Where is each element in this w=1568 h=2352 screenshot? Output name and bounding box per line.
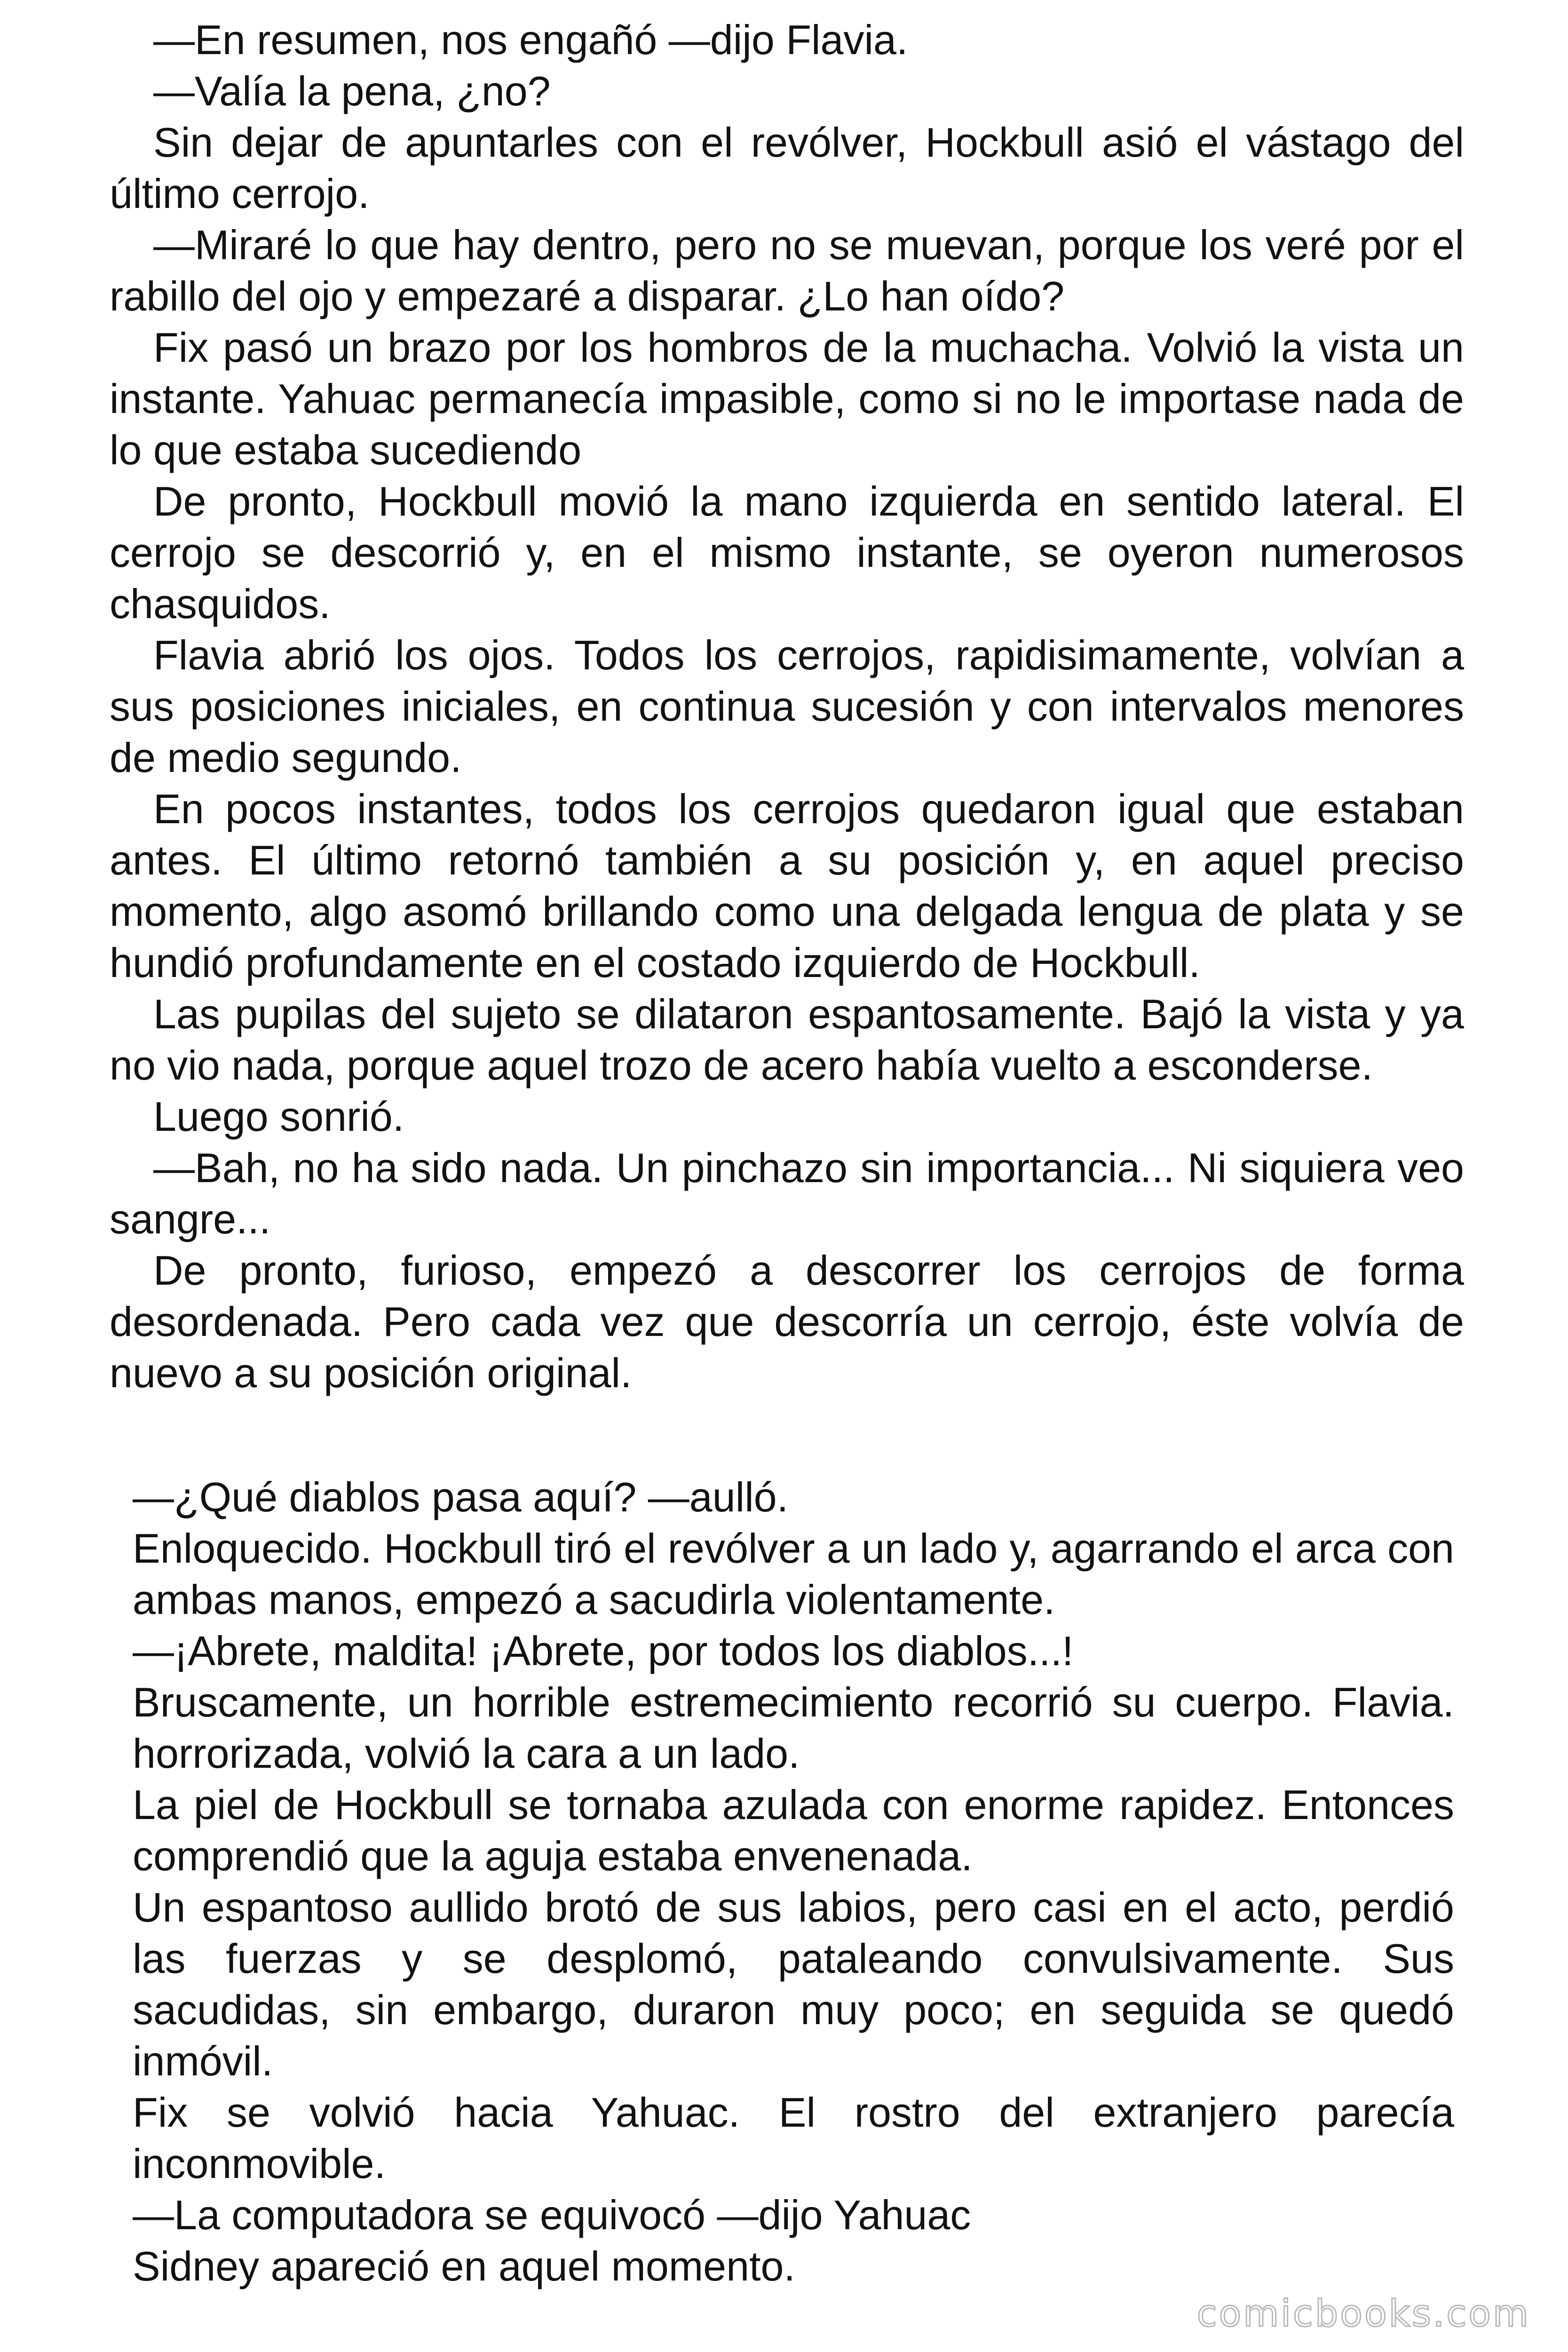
- body-text-indented: [110, 14, 1464, 1398]
- paragraph: Un espantoso aullido brotó de sus labios, pero casi en el acto, perdió las fuerzas y se desplomó, pataleando convulsivamente. Sus sacudidas, sin embargo, duraron muy poco; en seguida se quedó inmóvil.: [133, 1884, 1454, 2084]
- paragraph: Flavia abrió los ojos. Todos los cerrojos, rapidisimamente, volvían a sus posiciones iniciales, en continua sucesión y con intervalos menores de medio segundo.: [110, 632, 1464, 781]
- paragraph: Fix pasó un brazo por los hombros de la muchacha. Volvió la vista un instante. Yahuac permanecía impasible, como si no le importase nada de lo que estaba sucediendo: [110, 324, 1464, 473]
- paragraph: Luego sonrió.: [153, 1093, 404, 1140]
- paragraph: De pronto, Hockbull movió la mano izquierda en sentido lateral. El cerrojo se descorrió y, en el mismo instante, se oyeron numerosos chasquidos.: [110, 478, 1464, 627]
- paragraph: La piel de Hockbull se tornaba azulada con enorme rapidez. Entonces comprendió que la aguja estaba envenenada.: [133, 1781, 1454, 1879]
- paragraph: Enloquecido. Hockbull tiró el revólver a un lado y, agarrando el arca con ambas manos, empezó a sacudirla violentamente.: [133, 1525, 1454, 1623]
- paragraph: —¿Qué diablos pasa aquí? —aulló.: [133, 1474, 789, 1520]
- paragraph: Fix se volvió hacia Yahuac. El rostro del extranjero parecía inconmovible.: [133, 2089, 1454, 2187]
- paragraph: Sidney apareció en aquel momento.: [133, 2243, 795, 2289]
- paragraph: —Bah, no ha sido nada. Un pinchazo sin importancia... Ni siquiera veo sangre...: [110, 1144, 1464, 1242]
- paragraph: —Miraré lo que hay dentro, pero no se muevan, porque los veré por el rabillo del ojo y empezaré a disparar. ¿Lo han oído?: [110, 222, 1464, 319]
- paragraph: En pocos instantes, todos los cerrojos quedaron igual que estaban antes. El último retornó también a su posición y, en aquel preciso momento, algo asomó brillando como una delgada lengua de plata y se hundió profundamente en el costado izquierdo de Hockbull.: [110, 786, 1464, 986]
- paragraph: Bruscamente, un horrible estremecimiento recorrió su cuerpo. Flavia. horrorizada, volvió la cara a un lado.: [133, 1679, 1454, 1777]
- site-watermark: comicbooks.com: [1196, 2293, 1530, 2335]
- paragraph: —En resumen, nos engañó —dijo Flavia.: [153, 16, 908, 63]
- paragraph: De pronto, furioso, empezó a descorrer los cerrojos de forma desordenada. Pero cada vez que descorría un cerrojo, éste volvía de nuevo a su posición original.: [110, 1247, 1464, 1396]
- body-text-flush: [133, 1471, 1454, 2292]
- paragraph: Sin dejar de apuntarles con el revólver, Hockbull asió el vástago del último cerrojo.: [110, 119, 1464, 217]
- paragraph: —Valía la pena, ¿no?: [153, 68, 551, 114]
- paragraph: Las pupilas del sujeto se dilataron espantosamente. Bajó la vista y ya no vio nada, porque aquel trozo de acero había vuelto a esconderse.: [110, 991, 1464, 1089]
- paragraph: —¡Abrete, maldita! ¡Abrete, por todos los diablos...!: [133, 1628, 1074, 1674]
- paragraph: —La computadora se equivocó —dijo Yahuac: [133, 2192, 971, 2238]
